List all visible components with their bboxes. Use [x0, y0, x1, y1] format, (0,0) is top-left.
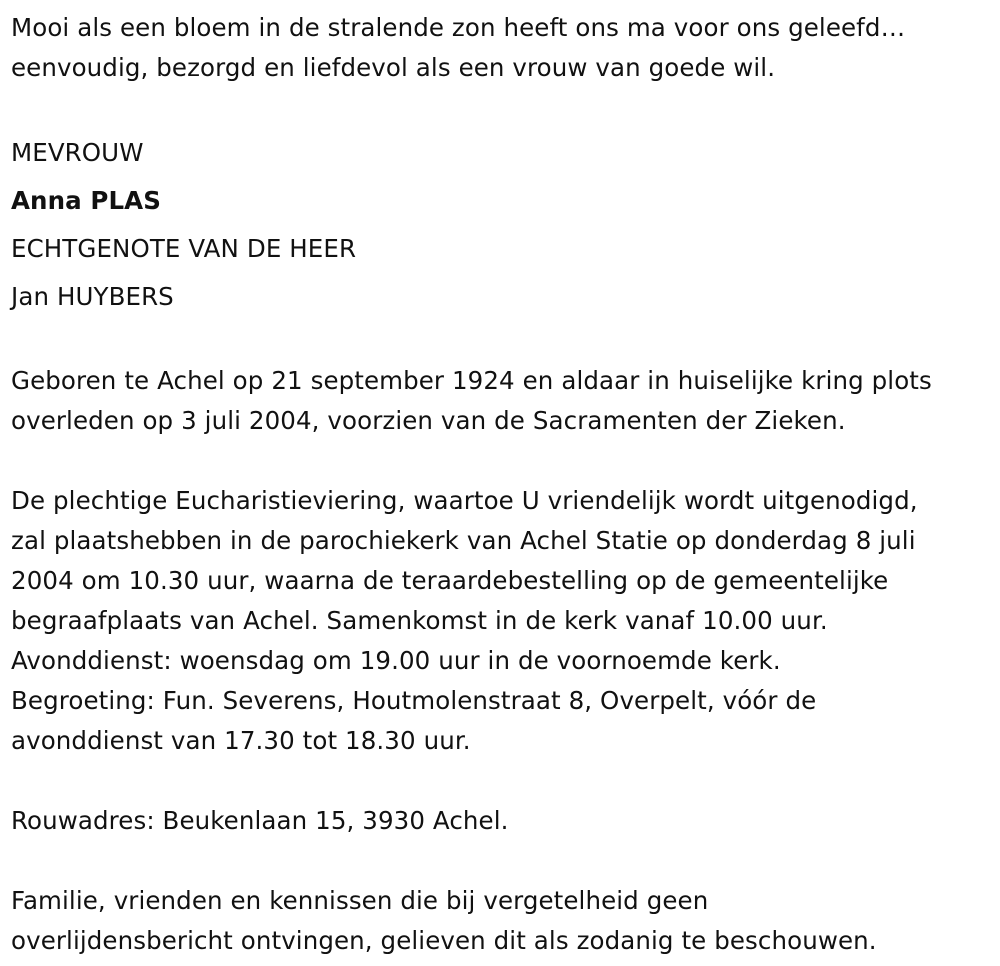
- poem-line: Mooi als een bloem in de stralende zon heeft ons ma voor ons geleefd…: [11, 13, 906, 42]
- honorific-title: MEVROUW: [11, 138, 144, 167]
- paragraph-spacer: [11, 88, 996, 128]
- birth-death-line: Geboren te Achel op 21 september 1924 en aldaar in huiselijke kring plots: [11, 366, 932, 395]
- deceased-name: Anna PLAS: [11, 186, 161, 215]
- ceremony-line: De plechtige Eucharistieviering, waartoe U vriendelijk wordt uitgenodigd,: [11, 486, 918, 515]
- birth-death-line: overleden op 3 juli 2004, voorzien van de Sacramenten der Zieken.: [11, 406, 846, 435]
- paragraph-spacer: [11, 441, 996, 481]
- paragraph-spacer: [11, 321, 996, 361]
- paragraph-spacer: [11, 761, 996, 801]
- paragraph-spacer: [11, 841, 996, 881]
- ceremony-line: begraafplaats van Achel. Samenkomst in de kerk vanaf 10.00 uur.: [11, 606, 828, 635]
- closing-paragraph: [11, 881, 996, 961]
- spouse-name: Jan HUYBERS: [11, 282, 174, 311]
- closing-line: overlijdensbericht ontvingen, gelieven dit als zodanig te beschouwen.: [11, 926, 877, 955]
- closing-line: Familie, vrienden en kennissen die bij vergetelheid geen: [11, 886, 709, 915]
- ceremony-line: Begroeting: Fun. Severens, Houtmolenstraat 8, Overpelt, vóór de: [11, 686, 817, 715]
- birth-death-paragraph: [11, 361, 996, 441]
- ceremony-line: Avonddienst: woensdag om 19.00 uur in de voornoemde kerk.: [11, 646, 781, 675]
- deceased-block: [11, 129, 996, 321]
- relation-label: ECHTGENOTE VAN DE HEER: [11, 234, 357, 263]
- poem-line: eenvoudig, bezorgd en liefdevol als een vrouw van goede wil.: [11, 53, 776, 82]
- ceremony-line: 2004 om 10.30 uur, waarna de teraardebestelling op de gemeentelijke: [11, 566, 889, 595]
- address-paragraph: [11, 801, 996, 841]
- mourning-address: Rouwadres: Beukenlaan 15, 3930 Achel.: [11, 806, 509, 835]
- obituary-notice: [11, 8, 996, 961]
- ceremony-line: avonddienst van 17.30 tot 18.30 uur.: [11, 726, 471, 755]
- poem-paragraph: [11, 8, 996, 88]
- ceremony-paragraph: [11, 481, 996, 761]
- ceremony-line: zal plaatshebben in de parochiekerk van Achel Statie op donderdag 8 juli: [11, 526, 916, 555]
